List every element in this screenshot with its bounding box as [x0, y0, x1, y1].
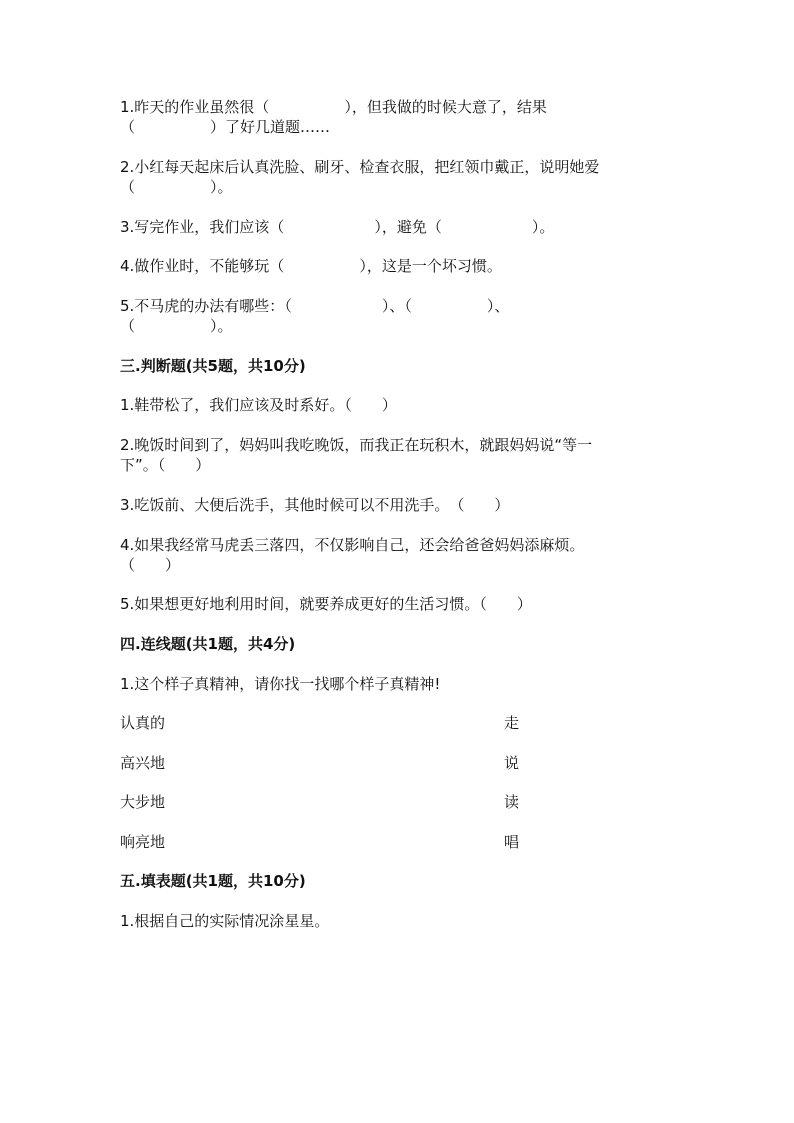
section4-title: 四.连线题(共1题，共4分) [120, 635, 296, 653]
section5-title: 五.填表题(共1题，共10分) [120, 872, 306, 890]
fill-in-q5-line2: （ ）。 [120, 317, 233, 335]
matching-left-item: 大步地 [120, 793, 166, 811]
fill-in-q4: 4.做作业时，不能够玩（ ），这是一个坏习惯。 [120, 257, 502, 275]
section3-title: 三.判断题(共5题，共10分) [120, 357, 306, 375]
matching-right-item: 唱 [504, 833, 520, 851]
fill-in-q1-line2: （ ）了好几道题…… [120, 118, 331, 136]
judge-q3: 3.吃饭前、大便后洗手，其他时候可以不用洗手。 （ ） [120, 496, 510, 514]
matching-right-item: 说 [504, 754, 520, 772]
fill-in-q2-line1: 2.小红每天起床后认真洗脸、刷牙、检查衣服，把红领巾戴正，说明她爱 [120, 158, 600, 176]
judge-q2-line1: 2.晚饭时间到了，妈妈叫我吃晚饭，而我正在玩积木，就跟妈妈说“等一 [120, 436, 593, 454]
fill-in-q2-line2: （ ）。 [120, 178, 233, 196]
matching-left-item: 响亮地 [120, 833, 166, 851]
table-q1: 1.根据自己的实际情况涂星星。 [120, 912, 330, 930]
matching-right-item: 走 [504, 714, 520, 732]
judge-q5: 5.如果想更好地利用时间，就要养成更好的生活习惯。（ ） [120, 595, 532, 613]
matching-right-item: 读 [504, 793, 520, 811]
matching-left-item: 高兴地 [120, 754, 166, 772]
fill-in-q1-line1: 1.昨天的作业虽然很（ ），但我做的时候大意了，结果 [120, 98, 547, 116]
fill-in-q3: 3.写完作业，我们应该（ ），避免（ ）。 [120, 218, 555, 236]
matching-q1: 1.这个样子真精神，请你找一找哪个样子真精神! [120, 675, 441, 693]
judge-q2-line2: 下”。（ ） [120, 456, 211, 474]
fill-in-q5-line1: 5.不马虎的办法有哪些：（ ）、（ ）、 [120, 297, 510, 315]
matching-left-item: 认真的 [120, 714, 166, 732]
judge-q4-line2: （ ） [120, 556, 181, 574]
judge-q4-line1: 4.如果我经常马虎丢三落四，不仅影响自己，还会给爸爸妈妈添麻烦。 [120, 536, 585, 554]
judge-q1: 1.鞋带松了，我们应该及时系好。（ ） [120, 396, 397, 414]
